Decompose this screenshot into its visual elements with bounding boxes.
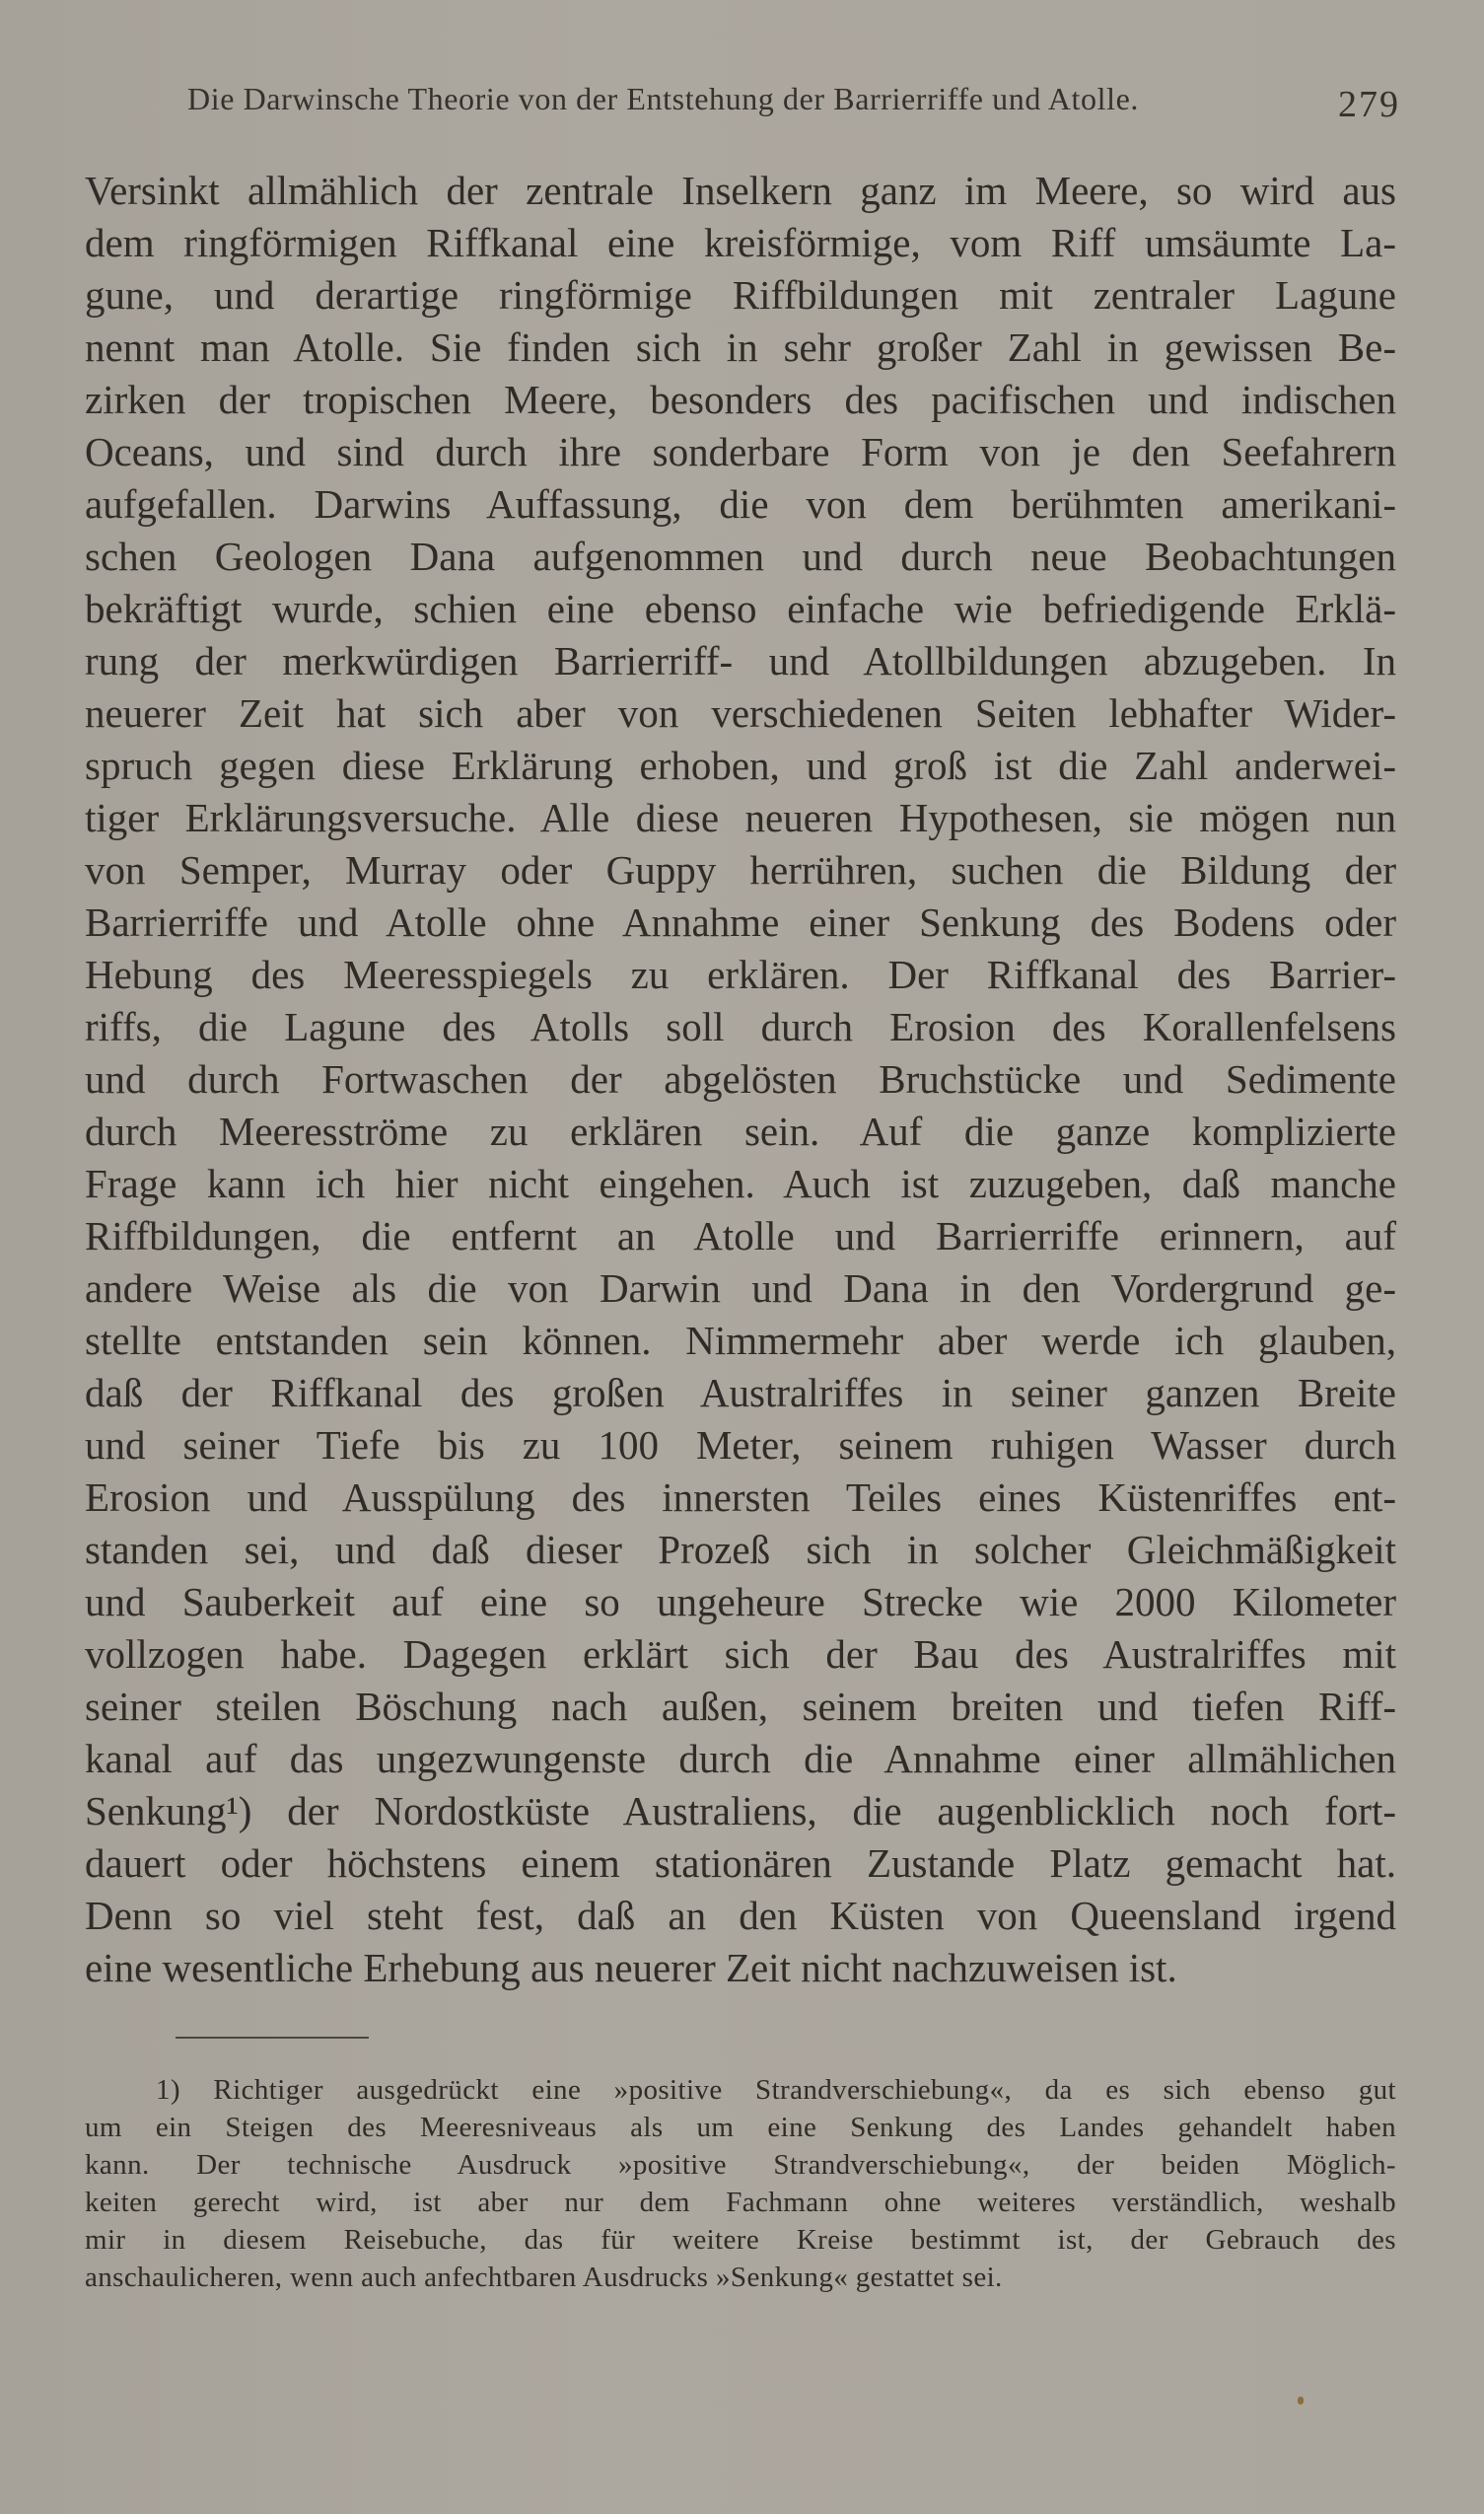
text-line: Oceans, und sind durch ihre sonderbare Form von je den Seefahrern	[85, 429, 1396, 474]
footnote-line: 1) Richtiger ausgedrückt eine »positive Strandverschiebung«, da es sich ebenso gut	[156, 2074, 1396, 2106]
text-line: Hebung des Meeresspiegels zu erklären. Der Riffkanal des Barrier-	[85, 952, 1396, 997]
footnote-divider	[176, 2037, 369, 2039]
footnote-line: mir in diesem Reisebuche, das für weitere Kreise bestimmt ist, der Gebrauch des	[85, 2224, 1396, 2256]
footnote	[85, 2071, 1396, 2296]
body-text	[85, 165, 1396, 1994]
text-line: kanal auf das ungezwungenste durch die Annahme einer allmählichen	[85, 1736, 1396, 1781]
text-line: spruch gegen diese Erklärung erhoben, und groß ist die Zahl anderwei-	[85, 743, 1396, 788]
text-line: nennt man Atolle. Sie finden sich in sehr großer Zahl in gewissen Be-	[85, 324, 1396, 370]
text-line: riffs, die Lagune des Atolls soll durch Erosion des Korallenfelsens	[85, 1004, 1396, 1049]
paper-speck	[1298, 2397, 1304, 2405]
text-line: Frage kann ich hier nicht eingehen. Auch ist zuzugeben, daß manche	[85, 1161, 1396, 1206]
text-line: zirken der tropischen Meere, besonders des pacifischen und indischen	[85, 377, 1396, 422]
footnote-line: um ein Steigen des Meeresniveaus als um eine Senkung des Landes gehandelt haben	[85, 2112, 1396, 2143]
text-line: bekräftigt wurde, schien eine ebenso einfache wie befriedigende Erklä-	[85, 586, 1396, 631]
text-line: tiger Erklärungsversuche. Alle diese neueren Hypothesen, sie mögen nun	[85, 795, 1396, 840]
text-line: und Sauberkeit auf eine so ungeheure Strecke wie 2000 Kilometer	[85, 1579, 1396, 1624]
text-line: und durch Fortwaschen der abgelösten Bruchstücke und Sedimente	[85, 1056, 1396, 1102]
text-line: stellte entstanden sein können. Nimmermehr aber werde ich glauben,	[85, 1318, 1396, 1363]
text-line: Senkung¹) der Nordostküste Australiens, die augenblicklich noch fort-	[85, 1788, 1396, 1833]
text-line: rung der merkwürdigen Barrierriff- und Atollbildungen abzugeben. In	[85, 638, 1396, 683]
text-line: von Semper, Murray oder Guppy herrühren, suchen die Bildung der	[85, 847, 1396, 893]
text-line: dem ringförmigen Riffkanal eine kreisförmige, vom Riff umsäumte La-	[85, 220, 1396, 265]
text-line: andere Weise als die von Darwin und Dana in den Vordergrund ge-	[85, 1265, 1396, 1311]
text-line: Erosion und Ausspülung des innersten Teiles eines Küstenriffes ent-	[85, 1474, 1396, 1520]
text-line: vollzogen habe. Dagegen erklärt sich der Bau des Australriffes mit	[85, 1631, 1396, 1677]
text-line: standen sei, und daß dieser Prozeß sich in solcher Gleichmäßigkeit	[85, 1527, 1396, 1572]
text-line: Versinkt allmählich der zentrale Inselkern ganz im Meere, so wird aus	[85, 168, 1396, 213]
text-line: schen Geologen Dana aufgenommen und durch neue Beobachtungen	[85, 534, 1396, 579]
text-line: Barrierriffe und Atolle ohne Annahme einer Senkung des Bodens oder	[85, 899, 1396, 945]
text-line: aufgefallen. Darwins Auffassung, die von dem berühmten amerikani-	[85, 481, 1396, 527]
text-line: und seiner Tiefe bis zu 100 Meter, seinem ruhigen Wasser durch	[85, 1422, 1396, 1468]
running-title: Die Darwinsche Theorie von der Entstehung der Barrierriffe und Atolle.	[187, 81, 1139, 116]
text-line: eine wesentliche Erhebung aus neuerer Zeit nicht nachzuweisen ist.	[85, 1945, 1177, 1990]
text-line: durch Meeresströme zu erklären sein. Auf die ganze komplizierte	[85, 1109, 1396, 1154]
text-line: Riffbildungen, die entfernt an Atolle und Barrierriffe erinnern, auf	[85, 1213, 1396, 1258]
text-line: neuerer Zeit hat sich aber von verschiedenen Seiten lebhafter Wider-	[85, 690, 1396, 736]
page-number: 279	[1338, 84, 1400, 125]
text-line: daß der Riffkanal des großen Australriffes in seiner ganzen Breite	[85, 1370, 1396, 1415]
text-line: gune, und derartige ringförmige Riffbildungen mit zentraler Lagune	[85, 272, 1396, 318]
text-line: dauert oder höchstens einem stationären Zustande Platz gemacht hat.	[85, 1840, 1396, 1886]
running-head	[187, 81, 1400, 130]
footnote-line: anschaulicheren, wenn auch anfechtbaren Ausdrucks »Senkung« gestattet sei.	[85, 2262, 1003, 2293]
footnote-line: kann. Der technische Ausdruck »positive Strandverschiebung«, der beiden Möglich-	[85, 2149, 1396, 2181]
text-line: seiner steilen Böschung nach außen, seinem breiten und tiefen Riff-	[85, 1684, 1396, 1729]
text-line: Denn so viel steht fest, daß an den Küsten von Queensland irgend	[85, 1893, 1396, 1938]
footnote-line: keiten gerecht wird, ist aber nur dem Fachmann ohne weiteres verständlich, weshalb	[85, 2187, 1396, 2218]
